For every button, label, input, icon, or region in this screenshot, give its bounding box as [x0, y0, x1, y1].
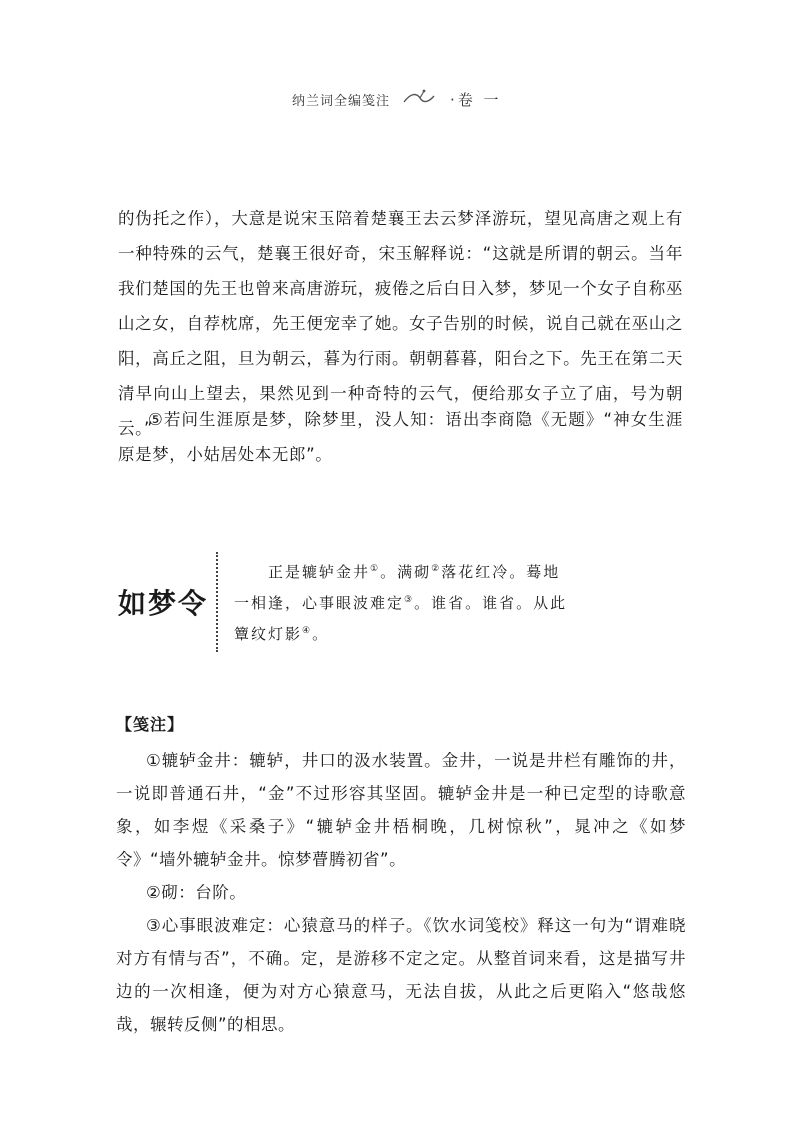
ornament-flourish-icon — [400, 88, 440, 110]
running-header — [0, 90, 800, 114]
poem-text — [234, 557, 574, 650]
note-1: ①辘轳金井：辘轳，井口的汲水装置。金井，一说是井栏有雕饰的井，一说即普通石井，“金”不过形容其坚固。辘轳金井是一种已定型的诗歌意象，如李煜《采桑子》“辘轳金井梧桐晚，几树惊秋”，晁冲之《如梦令》“墙外辘轳金井。惊梦瞢腾初省”。 — [116, 751, 686, 869]
poem-segment: 。谁省。谁省。从此簟纹灯影 — [234, 594, 568, 643]
poem-segment: 。 — [312, 625, 330, 643]
continued-paragraph: 的伪托之作），大意是说宋玉陪着楚襄王去云梦泽游玩，望见高唐之观上有一种特殊的云气，楚襄王很好奇，宋玉解释说：“这就是所谓的朝云。当年我们楚国的先王也曾来高唐游玩，疲倦之后白日入梦，梦见一个女子自称巫山之女，自荐枕席，先王便宠幸了她。女子告别的时候，说自己就在巫山之阳，高丘之阻，旦为朝云，暮为行雨。朝朝暮暮，阳台之下。先王在第二天清早向山上望去，果然见到一种奇特的云气，便给那女子立了庙，号为朝云。” — [118, 209, 683, 438]
note-3: ③心事眼波难定：心猿意马的样子。《饮水词笺校》释这一句为“谓难晓对方有情与否”，不确。定，是游移不定之定。从整首词来看，这是描写井边的一次相逢，便为对方心猿意马，无法自拔，从此之后更陷入“悠哉悠哉，辗转反侧”的相思。 — [116, 916, 686, 1034]
volume-label: ·卷 一 — [450, 91, 502, 109]
note-ref-4: ④ — [302, 626, 313, 636]
note-ref-2: ② — [431, 564, 442, 574]
footnote-5: ⑤若问生涯原是梦，除梦里，没人知：语出李商隐《无题》“神女生涯原是梦，小姑居处本无郎”。 — [118, 410, 683, 464]
section-heading: 【笺注】 — [116, 715, 185, 734]
poem-segment: 。满砌 — [380, 563, 432, 581]
note-2: ②砌：台阶。 — [146, 883, 247, 902]
dotted-divider — [216, 552, 218, 652]
note-ref-3: ③ — [404, 595, 415, 605]
poem-segment: 正是辘轳金井 — [268, 563, 371, 581]
book-title: 纳兰词全编笺注 — [292, 94, 391, 109]
poem-title: 如梦令 — [118, 587, 209, 620]
note-ref-1: ① — [370, 564, 381, 574]
poem-segment: 落花红冷。蓦地一相逢，心事眼波难定 — [234, 563, 561, 612]
